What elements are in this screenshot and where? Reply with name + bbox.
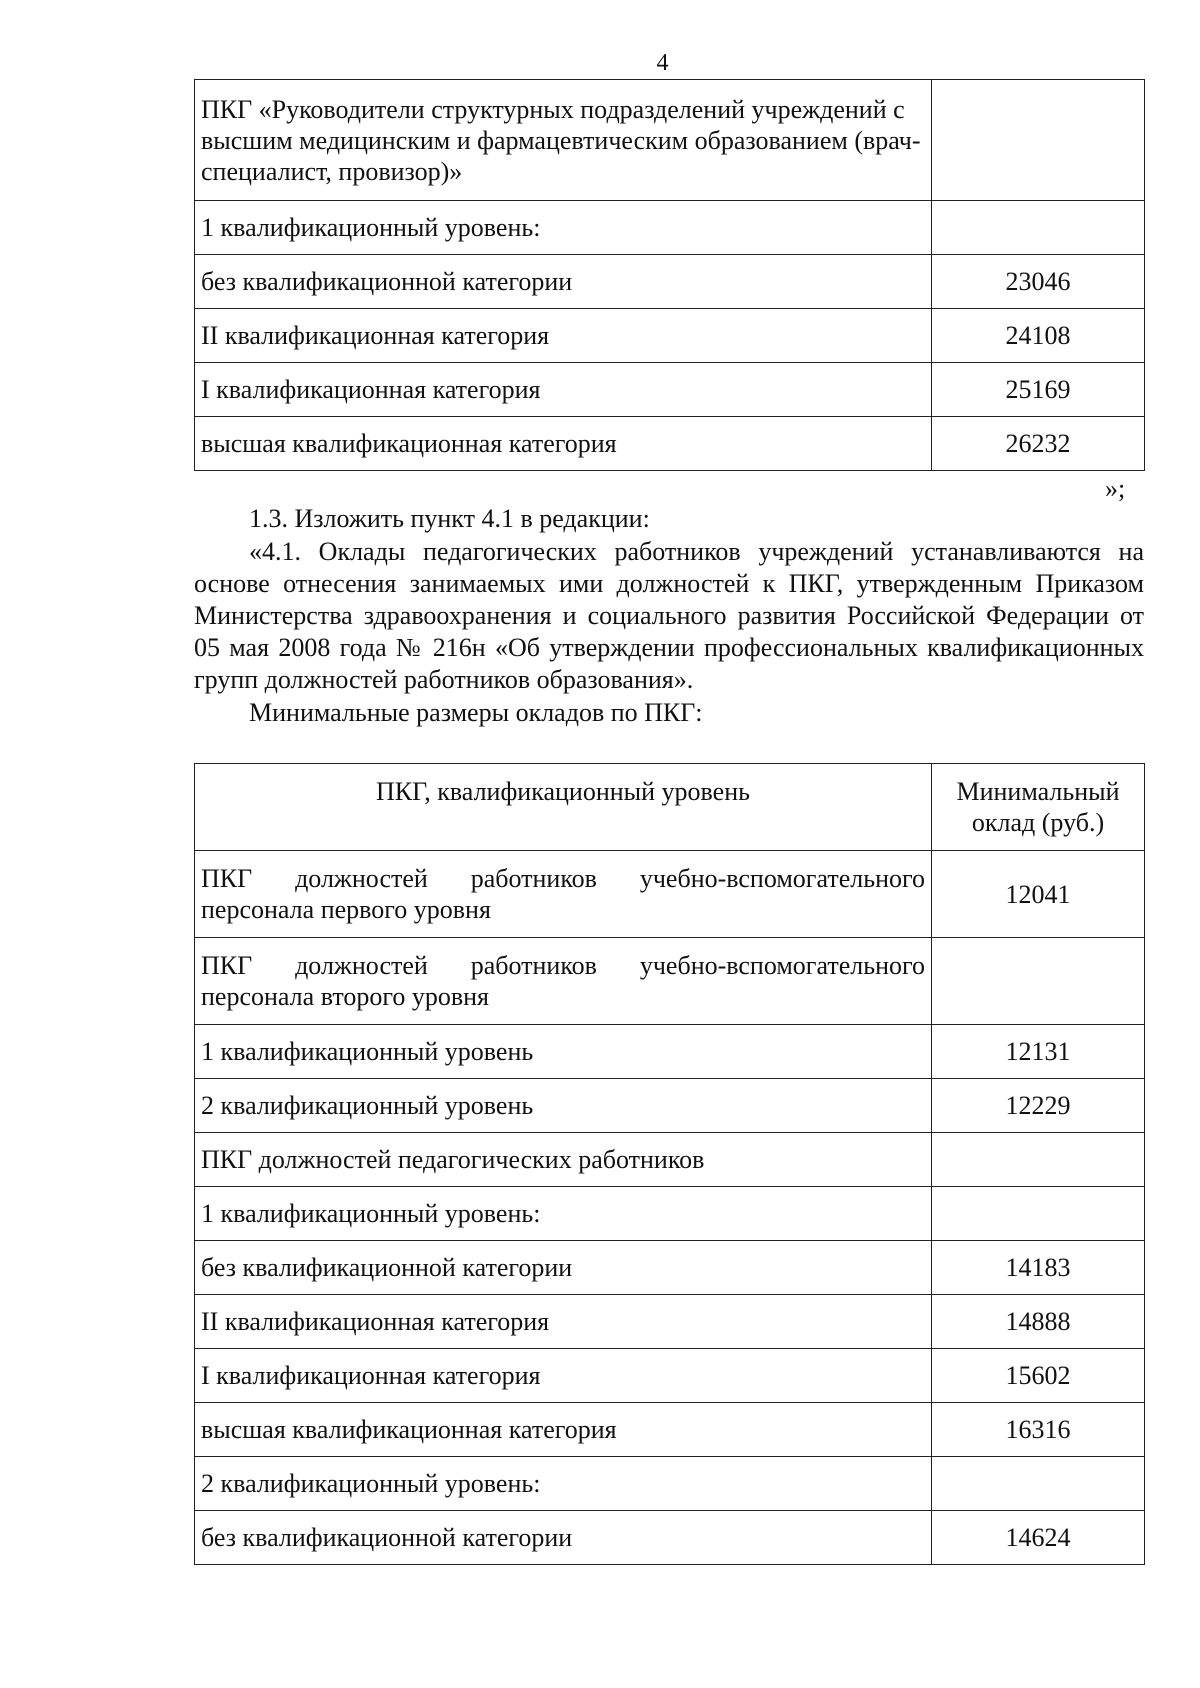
table-cell-label: без квалификационной категории — [195, 1511, 932, 1565]
table-header-qualification: ПКГ, квалификационный уровень — [195, 764, 932, 851]
table-row — [195, 1025, 1145, 1079]
table-row — [195, 1079, 1145, 1133]
table-cell-value — [932, 80, 1145, 201]
table-cell-label: ПКГ должностей работников учебно-вспомогательного персонала второго уровня — [195, 938, 932, 1025]
paragraph-4-1: «4.1. Оклады педагогических работников учреждений устанавливаются на основе отнесения занимаемых ими должностей к ПКГ, утвержденным Приказом Министерства здравоохранения и социального развития Российской Федерации от 05 мая 2008 года № 216н «Об утверждении профессиональных квалификационных групп должностей работников образования». — [194, 537, 1144, 694]
table-row — [195, 255, 1145, 309]
closing-quote: »; — [1105, 474, 1126, 503]
table-cell-value — [932, 1133, 1145, 1187]
table-cell-label: высшая квалификационная категория — [195, 417, 932, 471]
table-cell-label: 1 квалификационный уровень: — [195, 1187, 932, 1241]
table-cell-label: без квалификационной категории — [195, 1241, 932, 1295]
table-row — [195, 417, 1145, 471]
table-cell-value: 14888 — [932, 1295, 1145, 1349]
salary-table-pedagogical — [194, 763, 1145, 1565]
table-cell-label: 2 квалификационный уровень — [195, 1079, 932, 1133]
table-cell-label: 2 квалификационный уровень: — [195, 1457, 932, 1511]
table-cell-value — [932, 938, 1145, 1025]
table-row — [195, 1457, 1145, 1511]
table-row — [195, 1511, 1145, 1565]
page-number: 4 — [656, 50, 669, 76]
table-row — [195, 1133, 1145, 1187]
table-cell-label: 1 квалификационный уровень — [195, 1025, 932, 1079]
table-row — [195, 80, 1145, 201]
table-row — [195, 363, 1145, 417]
table-cell-label: 1 квалификационный уровень: — [195, 201, 932, 255]
table-cell-value: 12229 — [932, 1079, 1145, 1133]
table-row — [195, 1241, 1145, 1295]
table-cell-value: 25169 — [932, 363, 1145, 417]
table-cell-value — [932, 1457, 1145, 1511]
table-cell-value: 26232 — [932, 417, 1145, 471]
table-cell-value — [932, 201, 1145, 255]
table-row — [195, 851, 1145, 938]
table-row — [195, 1187, 1145, 1241]
table-cell-label: II квалификационная категория — [195, 1295, 932, 1349]
table-cell-value: 14624 — [932, 1511, 1145, 1565]
table-cell-value: 12131 — [932, 1025, 1145, 1079]
table-cell-value: 14183 — [932, 1241, 1145, 1295]
salary-table-medical-heads — [194, 79, 1145, 471]
table-cell-label: ПКГ должностей работников учебно-вспомогательного персонала первого уровня — [195, 851, 932, 938]
table-cell-label: высшая квалификационная категория — [195, 1403, 932, 1457]
table-row — [195, 1295, 1145, 1349]
table-cell-value — [932, 1187, 1145, 1241]
table-row — [195, 201, 1145, 255]
table-header-min-salary: Минимальный оклад (руб.) — [932, 764, 1145, 851]
table-cell-value: 12041 — [932, 851, 1145, 938]
table-header-row — [195, 764, 1145, 851]
table-cell-value: 23046 — [932, 255, 1145, 309]
table-row — [195, 1403, 1145, 1457]
table-row — [195, 938, 1145, 1025]
table-row — [195, 1349, 1145, 1403]
table-cell-label: ПКГ «Руководители структурных подразделений учреждений с высшим медицинским и фармацевтическим образованием (врач-специалист, провизор)» — [195, 80, 932, 201]
table-cell-value: 24108 — [932, 309, 1145, 363]
table-cell-label: II квалификационная категория — [195, 309, 932, 363]
table-cell-label: I квалификационная категория — [195, 1349, 932, 1403]
table-cell-value: 15602 — [932, 1349, 1145, 1403]
paragraph-min-salaries: Минимальные размеры окладов по ПКГ: — [249, 698, 703, 727]
table-cell-value: 16316 — [932, 1403, 1145, 1457]
table-cell-label: ПКГ должностей педагогических работников — [195, 1133, 932, 1187]
paragraph-1-3: 1.3. Изложить пункт 4.1 в редакции: — [249, 504, 650, 533]
table-cell-label: I квалификационная категория — [195, 363, 932, 417]
table-cell-label: без квалификационной категории — [195, 255, 932, 309]
table-row — [195, 309, 1145, 363]
